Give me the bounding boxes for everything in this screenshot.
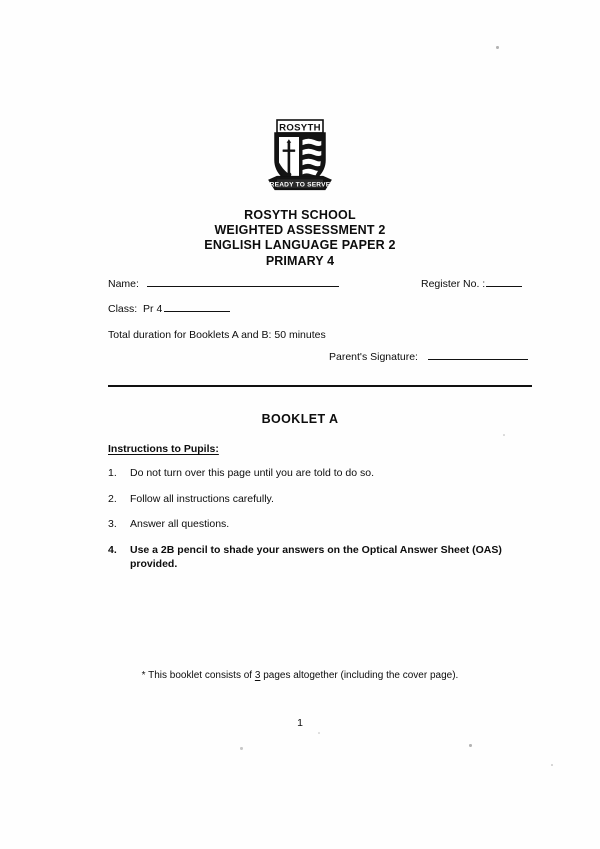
class-input[interactable]	[164, 302, 230, 312]
title-line-assessment: WEIGHTED ASSESSMENT 2	[214, 223, 386, 238]
footnote-pages-count: 3	[254, 670, 261, 681]
title-line-school: ROSYTH SCHOOL	[244, 208, 356, 222]
list-item-text: Answer all questions.	[130, 518, 230, 530]
name-label: Name:	[108, 278, 139, 290]
register-no-input[interactable]	[486, 277, 522, 287]
duration-text: Total duration for Booklets A and B: 50 minutes	[108, 329, 326, 341]
class-field-row	[108, 302, 230, 316]
scan-speck	[469, 744, 472, 747]
list-item-text-continuation: provided.	[130, 558, 178, 570]
list-item-text: Do not turn over this page until you are told to do so.	[130, 467, 374, 479]
booklet-page-count-note	[0, 670, 600, 681]
footnote-suffix: pages altogether (including the cover page).	[263, 670, 459, 681]
svg-text:READY TO SERVE: READY TO SERVE	[269, 181, 331, 189]
scan-speck	[551, 764, 553, 766]
page-number: 1	[297, 717, 303, 729]
name-input[interactable]	[147, 277, 339, 287]
list-item	[108, 517, 528, 532]
class-value: Pr 4	[143, 303, 163, 315]
section-divider	[108, 385, 532, 387]
parent-signature-input[interactable]	[428, 350, 528, 360]
scan-speck	[240, 747, 243, 750]
svg-text:ROSYTH: ROSYTH	[279, 122, 321, 134]
instructions-label: Instructions to Pupils:	[108, 443, 219, 455]
school-crest-icon	[265, 118, 335, 198]
register-no-field-row	[421, 277, 522, 291]
parent-signature-row	[329, 350, 528, 364]
footnote-prefix: * This booklet consists of	[141, 670, 253, 681]
booklet-heading: BOOKLET A	[261, 412, 339, 426]
list-item-number: 1.	[108, 467, 117, 479]
scan-speck	[496, 46, 499, 49]
list-item-text: Follow all instructions carefully.	[130, 492, 274, 505]
name-field-row	[108, 277, 339, 291]
title-line-level: PRIMARY 4	[265, 253, 335, 268]
scan-speck	[503, 434, 505, 436]
scan-speck	[318, 732, 320, 734]
school-crest-container	[0, 118, 600, 198]
exam-title-block	[0, 208, 600, 269]
list-item-text: Use a 2B pencil to shade your answers on the Optical Answer Sheet (OAS)	[130, 543, 502, 556]
register-no-label: Register No. :	[421, 278, 486, 290]
list-item-number: 3.	[108, 518, 117, 530]
class-label: Class:	[108, 303, 138, 315]
list-item	[108, 543, 528, 572]
list-item	[108, 492, 528, 507]
instructions-list	[108, 466, 528, 583]
list-item-number: 2.	[108, 492, 117, 505]
title-line-subject: ENGLISH LANGUAGE PAPER 2	[204, 238, 396, 253]
parent-signature-label: Parent's Signature:	[329, 351, 418, 363]
list-item	[108, 466, 528, 481]
list-item-number: 4.	[108, 543, 117, 556]
